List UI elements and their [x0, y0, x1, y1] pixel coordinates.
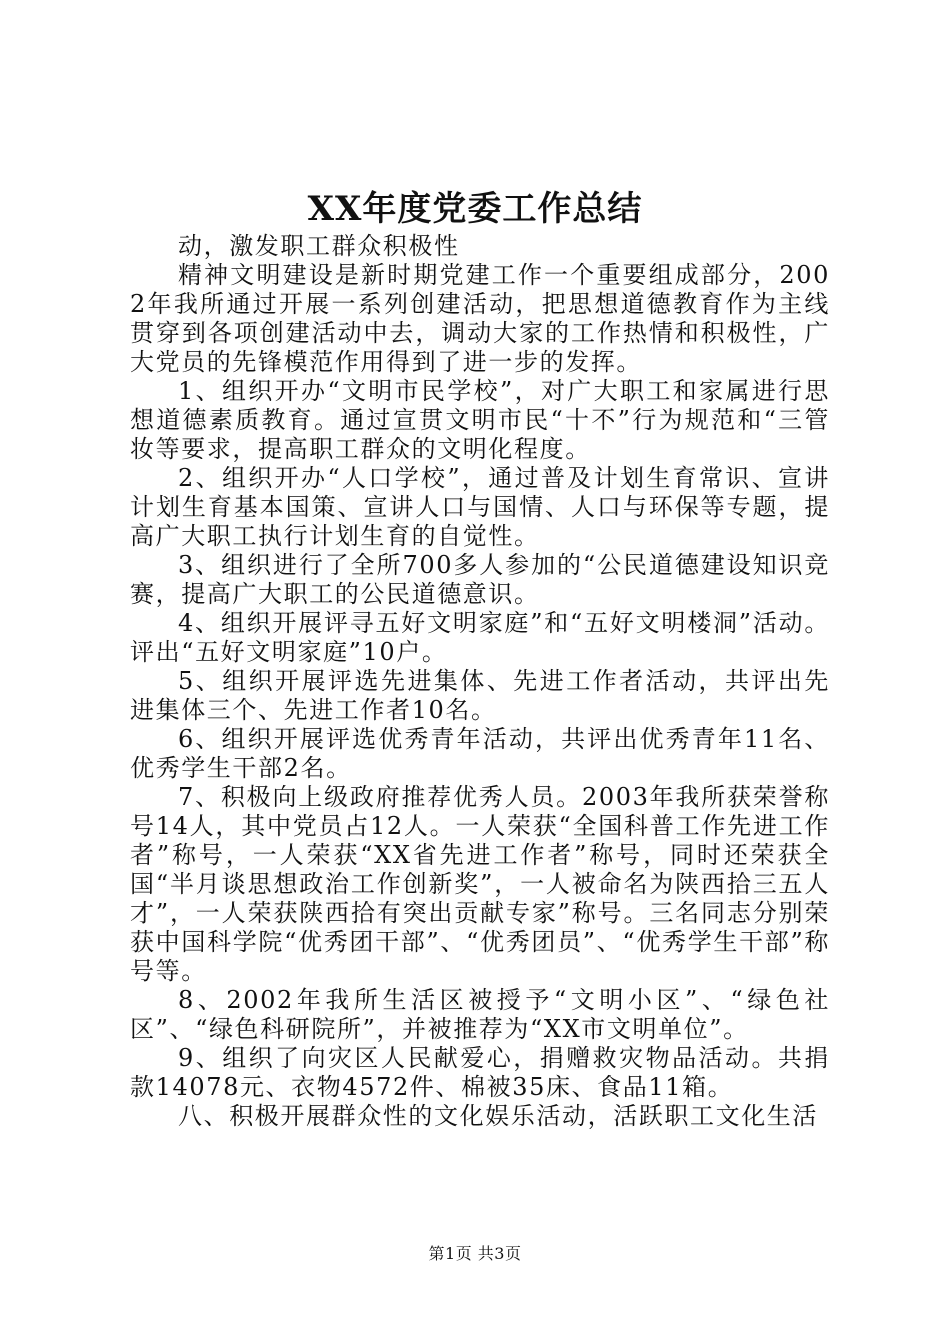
paragraph: 3、组织进行了全所700多人参加的“公民道德建设知识竞赛，提高广大职工的公民道德意识。: [130, 551, 830, 608]
paragraph: 2、组织开办“人口学校”，通过普及计划生育常识、宣讲计划生育基本国策、宣讲人口与国情、人口与环保等专题，提高广大职工执行计划生育的自觉性。: [130, 464, 830, 550]
paragraph: 4、组织开展评寻五好文明家庭”和“五好文明楼洞”活动。评出“五好文明家庭”10户。: [130, 609, 830, 666]
paragraph: 5、组织开展评选先进集体、先进工作者活动，共评出先进集体三个、先进工作者10名。: [130, 667, 830, 724]
paragraph: 1、组织开办“文明市民学校”，对广大职工和家属进行思想道德素质教育。通过宣贯文明市民“十不”行为规范和“三管妆等要求，提高职工群众的文明化程度。: [130, 377, 830, 463]
paragraph: 精神文明建设是新时期党建工作一个重要组成部分，2002年我所通过开展一系列创建活动，把思想道德教育作为主线贯穿到各项创建活动中去，调动大家的工作热情和积极性，广大党员的先锋模范作用得到了进一步的发挥。: [130, 261, 830, 376]
paragraph: 6、组织开展评选优秀青年活动，共评出优秀青年11名、优秀学生干部2名。: [130, 725, 830, 782]
document-body: [130, 232, 830, 1131]
paragraph: 9、组织了向灾区人民献爱心，捐赠救灾物品活动。共捐款14078元、衣物4572件、棉被35床、食品11箱。: [130, 1044, 830, 1101]
page-number: 第1页 共3页: [428, 1244, 522, 1263]
paragraph: 8、2002年我所生活区被授予“文明小区”、“绿色社区”、“绿色科研院所”，并被推荐为“XX市文明单位”。: [130, 986, 830, 1043]
paragraph: 7、积极向上级政府推荐优秀人员。2003年我所获荣誉称号14人，其中党员占12人。一人荣获“全国科普工作先进工作者”称号，一人荣获“XX省先进工作者”称号，同时还荣获全国“半月谈思想政治工作创新奖”，一人被命名为陕西拾三五人才”，一人荣获陕西拾有突出贡献专家”称号。三名同志分别荣获中国科学院“优秀团干部”、“优秀团员”、“优秀学生干部”称号等。: [130, 783, 830, 985]
paragraph: 动，激发职工群众积极性: [178, 232, 460, 260]
paragraph: 八、积极开展群众性的文化娱乐活动，活跃职工文化生活: [178, 1102, 818, 1130]
document-title: XX年度党委工作总结: [307, 189, 643, 229]
